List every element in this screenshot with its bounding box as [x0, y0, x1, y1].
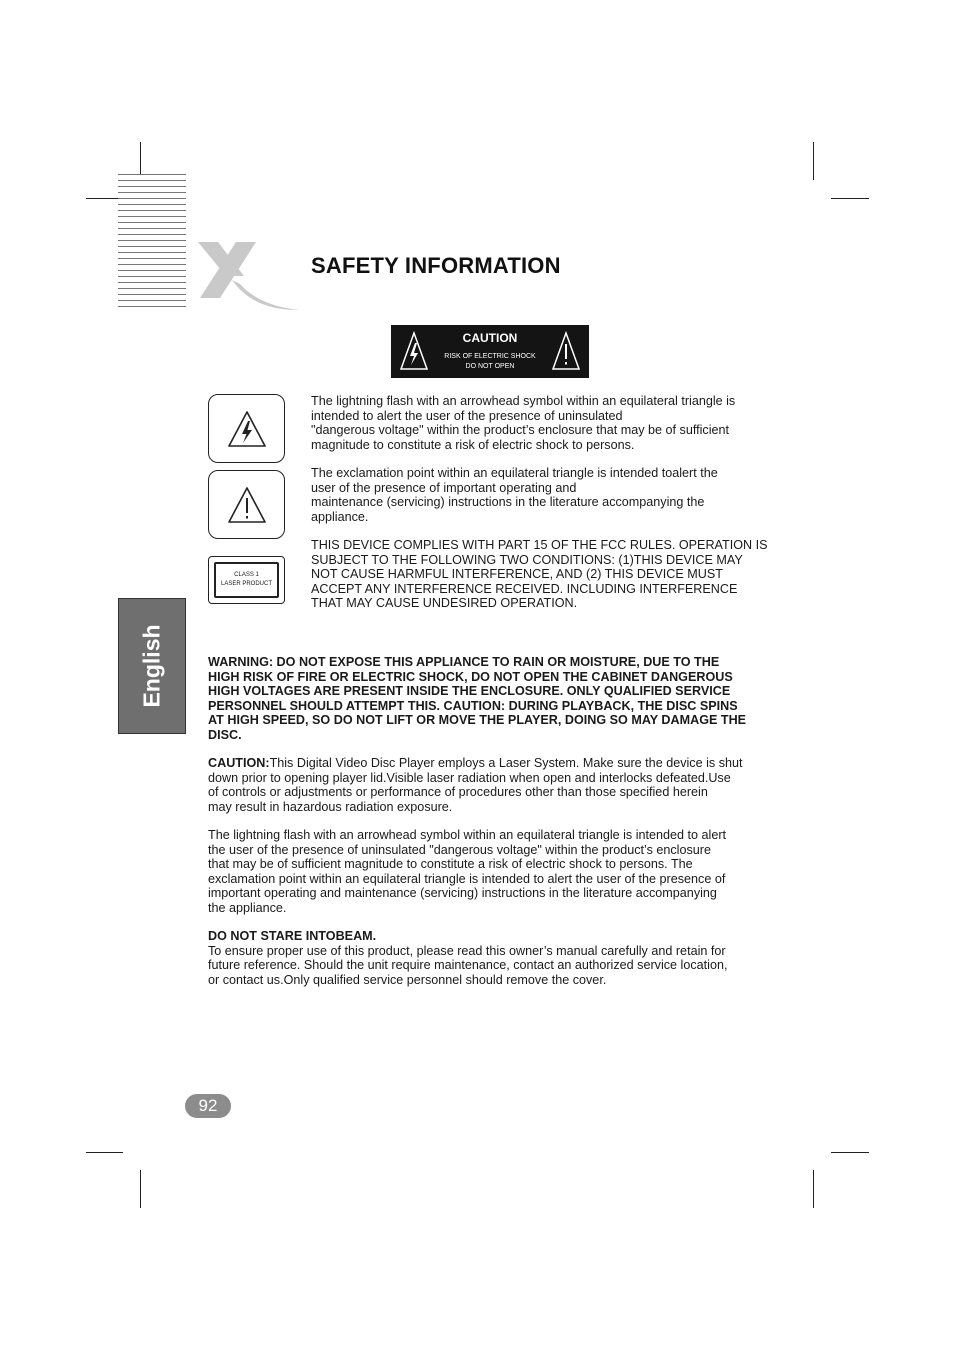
lightning-symbol-box: [208, 394, 285, 463]
text-line: THIS DEVICE COMPLIES WITH PART 15 OF THE FCC RULES. OPERATION IS: [311, 538, 768, 552]
caution-label: [391, 325, 589, 378]
text-line: HIGH RISK OF FIRE OR ELECTRIC SHOCK, DO NOT OPEN THE CABINET DANGEROUS: [208, 669, 733, 684]
stare-heading: DO NOT STARE INTOBEAM.: [208, 929, 377, 943]
text-line: magnitude to constitute a risk of electric shock to persons.: [311, 437, 635, 452]
symbol-explanation-paragraph: [208, 828, 726, 916]
language-tab-label: English: [138, 624, 165, 708]
crop-mark: [831, 198, 869, 199]
laser-label-line: CLASS 1: [234, 572, 259, 578]
text-line: DISC.: [208, 727, 242, 742]
fcc-paragraph: [311, 538, 768, 611]
crop-mark: [140, 1170, 141, 1208]
text-line: or contact us.Only qualified service personnel should remove the cover.: [208, 972, 607, 987]
language-tab: [118, 598, 186, 734]
text-line: SUBJECT TO THE FOLLOWING TWO CONDITIONS: (1)THIS DEVICE MAY: [311, 552, 743, 567]
caution-line: DO NOT OPEN: [465, 363, 515, 370]
page-title: SAFETY INFORMATION: [311, 253, 561, 278]
exclamation-triangle-icon: [551, 331, 581, 371]
text-line: The lightning flash with an arrowhead symbol within an equilateral triangle is: [311, 394, 736, 408]
text-line: NOT CAUSE HARMFUL INTERFERENCE, AND (2) THIS DEVICE MUST: [311, 567, 723, 582]
text-line: appliance.: [311, 509, 369, 524]
text-line: of controls or adjustments or performance of procedures other than those specified herein: [208, 785, 708, 800]
crop-mark: [831, 1152, 869, 1153]
text-line: To ensure proper use of this product, please read this owner’s manual carefully and retain for: [208, 943, 726, 958]
page-number: 92: [185, 1094, 231, 1118]
laser-label-inner: [214, 562, 279, 598]
text-line: AT HIGH SPEED, SO DO NOT LIFT OR MOVE THE PLAYER, DOING SO MAY DAMAGE THE: [208, 713, 747, 728]
text-line: the appliance.: [208, 900, 287, 915]
text-line: [208, 756, 743, 771]
crop-mark: [813, 142, 814, 180]
text-line: THAT MAY CAUSE UNDESIRED OPERATION.: [311, 596, 578, 611]
text-line: PERSONNEL SHOULD ATTEMPT THIS. CAUTION: DURING PLAYBACK, THE DISC SPINS: [208, 698, 738, 713]
lightning-paragraph: [311, 394, 735, 452]
text-line: down prior to opening player lid.Visible laser radiation when open and interlocks defeated.Use: [208, 770, 731, 785]
crop-mark: [813, 1170, 814, 1208]
caution-line: RISK OF ELECTRIC SHOCK: [444, 353, 536, 360]
stare-paragraph: [208, 929, 727, 987]
text-line: "dangerous voltage" within the product’s enclosure that may be of sufficient: [311, 423, 730, 438]
warning-paragraph: [208, 655, 746, 743]
caution-heading: CAUTION: [462, 331, 518, 345]
text-line: WARNING: DO NOT EXPOSE THIS APPLIANCE TO RAIN OR MOISTURE, DUE TO THE: [208, 655, 720, 669]
text-line: The lightning flash with an arrowhead symbol within an equilateral triangle is intended to alert: [208, 828, 727, 842]
text-line: HIGH VOLTAGES ARE PRESENT INSIDE THE ENCLOSURE. ONLY QUALIFIED SERVICE: [208, 684, 731, 699]
text-line: important operating and maintenance (servicing) instructions in the literature accompanying: [208, 886, 717, 901]
text-line: that may be of sufficient magnitude to constitute a risk of electric shock to persons. The: [208, 857, 693, 872]
text-line: maintenance (servicing) instructions in the literature accompanying the: [311, 495, 705, 510]
caution-paragraph: [208, 756, 743, 814]
text-line: ACCEPT ANY INTERFERENCE RECEIVED. INCLUDING INTERFERENCE: [311, 581, 738, 596]
x-logo-icon: [196, 240, 302, 312]
crop-mark: [86, 1152, 123, 1153]
laser-product-label: [208, 556, 285, 604]
text-line: future reference. Should the unit require maintenance, contact an authorized service location,: [208, 958, 728, 973]
exclamation-paragraph: [311, 466, 718, 524]
text-line: the user of the presence of uninsulated "dangerous voltage" within the product’s enclosure: [208, 842, 711, 857]
text-line: The exclamation point within an equilateral triangle is intended toalert the: [311, 466, 718, 480]
text-fragment: This Digital Video Disc Player employs a Laser System. Make sure the device is shut: [269, 756, 743, 770]
laser-label-line: LASER PRODUCT: [220, 581, 272, 587]
lightning-triangle-icon: [227, 410, 267, 448]
text-line: user of the presence of important operating and: [311, 480, 577, 495]
exclamation-symbol-box: [208, 470, 285, 539]
text-line: exclamation point within an equilateral triangle is intended to alert the user of the presence of: [208, 871, 726, 886]
caution-label-text: CAUTION:: [208, 756, 270, 770]
text-line: intended to alert the user of the presence of uninsulated: [311, 408, 623, 423]
exclamation-triangle-icon: [227, 486, 267, 524]
logo-stripes: [118, 174, 186, 312]
text-line: may result in hazardous radiation exposure.: [208, 799, 453, 814]
